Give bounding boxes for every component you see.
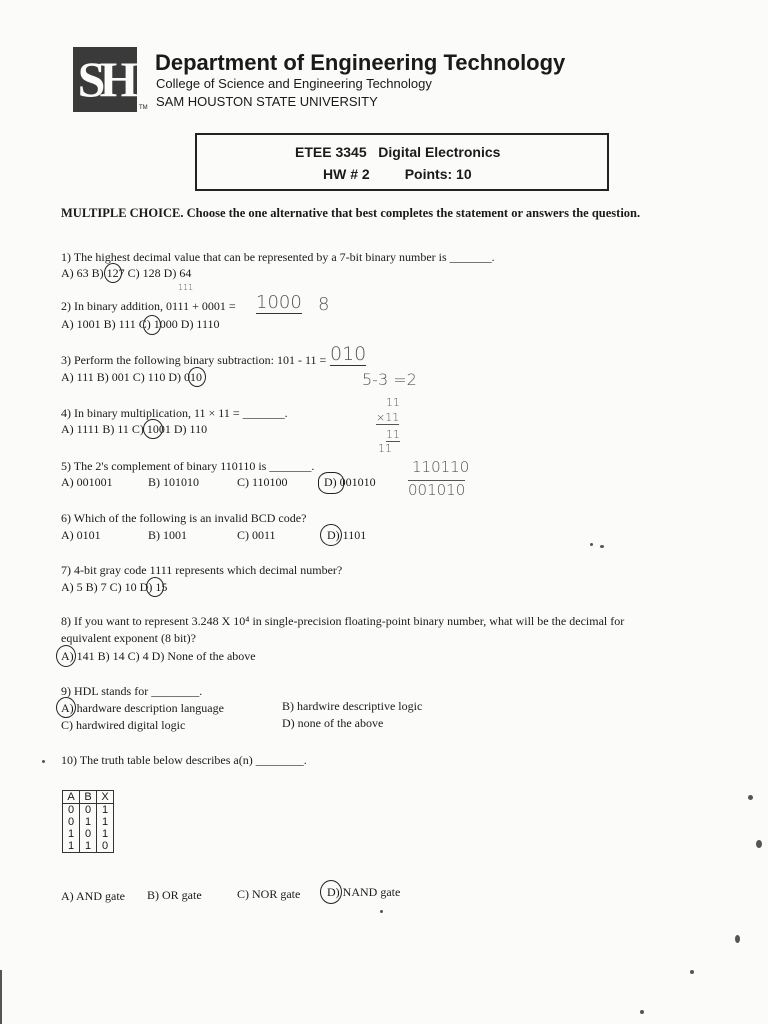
table-cell: 0 [80,828,97,840]
hw-number: HW # 2 [323,166,370,182]
table-cell: 1 [97,816,114,828]
shsu-logo: SH [73,47,137,112]
truth-table [62,790,114,853]
question-5-option-d: D) 001010 [324,475,376,489]
table-cell: 0 [63,816,80,828]
question-5-stem: 5) The 2's complement of binary 110110 is _______. [61,459,315,473]
trademark-mark: TM [139,105,148,111]
handwritten-carry: 111 [178,283,194,292]
edge-mark [0,970,2,1024]
answer-circle [188,367,206,387]
question-2-options: A) 1001 B) 111 C) 1000 D) 1110 [61,317,220,331]
question-10-option-a: A) AND gate [61,889,125,903]
university-name: SAM HOUSTON STATE UNIVERSITY [156,94,378,109]
question-9-stem: 9) HDL stands for ________. [61,684,203,698]
answer-circle [146,577,164,597]
course-info-box [195,133,609,191]
stain-mark [42,760,45,763]
question-3-options: A) 111 B) 001 C) 110 D) 010 [61,370,202,384]
handwritten-answer: 1000 [256,292,302,313]
college-name: College of Science and Engineering Technology [156,76,432,91]
handwritten-work: 11 [386,428,400,441]
handwritten-answer: 010 [330,343,367,365]
table-cell: 1 [63,840,80,853]
table-cell: 1 [97,828,114,840]
handwritten-work: 110110 [412,458,470,476]
question-1-options: A) 63 B) 127 C) 128 D) 64 [61,266,192,280]
handwritten-note: 8 [318,294,330,315]
handwritten-note: 5-3 =2 [362,370,417,389]
question-8-stem-cont: equivalent exponent (8 bit)? [61,631,196,645]
stain-mark [590,543,593,546]
table-cell: 0 [97,840,114,853]
instructions: MULTIPLE CHOICE. Choose the one alternative that best completes the statement or answers the question. [61,206,641,220]
question-7-stem: 7) 4-bit gray code 1111 represents which decimal number? [61,563,343,577]
question-5-option-c: C) 110100 [237,475,288,489]
question-6-stem: 6) Which of the following is an invalid BCD code? [61,511,307,525]
question-10-option-b: B) OR gate [147,888,202,902]
answer-circle [320,880,342,904]
question-2-stem: 2) In binary addition, 0111 + 0001 = [61,299,236,313]
answer-circle [56,697,76,718]
department-title: Department of Engineering Technology [155,50,566,75]
stain-mark [756,840,762,848]
points: Points: 10 [404,166,472,182]
handwritten-work: 11 [378,442,392,455]
answer-circle [104,263,122,283]
question-9-option-b: B) hardwire descriptive logic [282,699,423,713]
answer-circle [56,645,76,667]
answer-circle [143,315,161,335]
question-6-option-b: B) 1001 [148,528,187,542]
question-4-stem: 4) In binary multiplication, 11 × 11 = _______. [61,406,288,420]
question-9-option-c: C) hardwired digital logic [61,718,186,732]
answer-circle [318,472,344,494]
table-row [63,828,114,840]
question-9-option-a: A) hardware description language [61,701,224,715]
question-8-options: A) 141 B) 14 C) 4 D) None of the above [61,649,256,663]
table-cell: 0 [63,804,80,817]
handwritten-work: 001010 [408,481,466,499]
header-cell: X [97,791,114,804]
question-10-option-c: C) NOR gate [237,887,301,901]
answer-circle [143,419,163,439]
table-row [63,804,114,817]
question-8-stem: 8) If you want to represent 3.248 X 10⁴ in single-precision floating-point binary number, what will be the decimal for [61,614,625,628]
truth-table-header [63,791,114,804]
table-cell: 1 [63,828,80,840]
question-1-stem: 1) The highest decimal value that can be represented by a 7-bit binary number is _______. [61,250,495,264]
course-name: Digital Electronics [378,144,501,160]
question-6-option-c: C) 0011 [237,528,276,542]
question-4-options: A) 1111 B) 11 C) 1001 D) 110 [61,422,208,436]
question-5-option-b: B) 101010 [148,475,199,489]
header-cell: A [63,791,80,804]
question-3-stem: 3) Perform the following binary subtraction: 101 - 11 = [61,353,327,367]
question-6-option-d: D) 1101 [327,528,367,542]
table-row [63,840,114,853]
stain-mark [690,970,694,974]
table-cell: 1 [97,804,114,817]
course-code: ETEE 3345 [295,144,367,160]
table-cell: 1 [80,840,97,853]
question-10-option-d: D) NAND gate [327,885,401,899]
stain-mark [600,545,604,548]
header-cell: B [80,791,97,804]
question-6-option-a: A) 0101 [61,528,101,542]
stain-mark [735,935,740,943]
answer-circle [320,524,342,546]
table-cell: 1 [80,816,97,828]
question-7-options: A) 5 B) 7 C) 10 D) 15 [61,580,168,594]
stain-mark [380,910,383,913]
table-row [63,816,114,828]
question-10-stem: 10) The truth table below describes a(n) ________. [61,753,307,767]
stain-mark [748,795,753,800]
handwritten-work: 11 [386,396,400,409]
table-cell: 0 [80,804,97,817]
handwritten-work: ×11 [376,411,400,424]
question-9-option-d: D) none of the above [282,716,384,730]
stain-mark [640,1010,644,1014]
question-5-option-a: A) 001001 [61,475,113,489]
